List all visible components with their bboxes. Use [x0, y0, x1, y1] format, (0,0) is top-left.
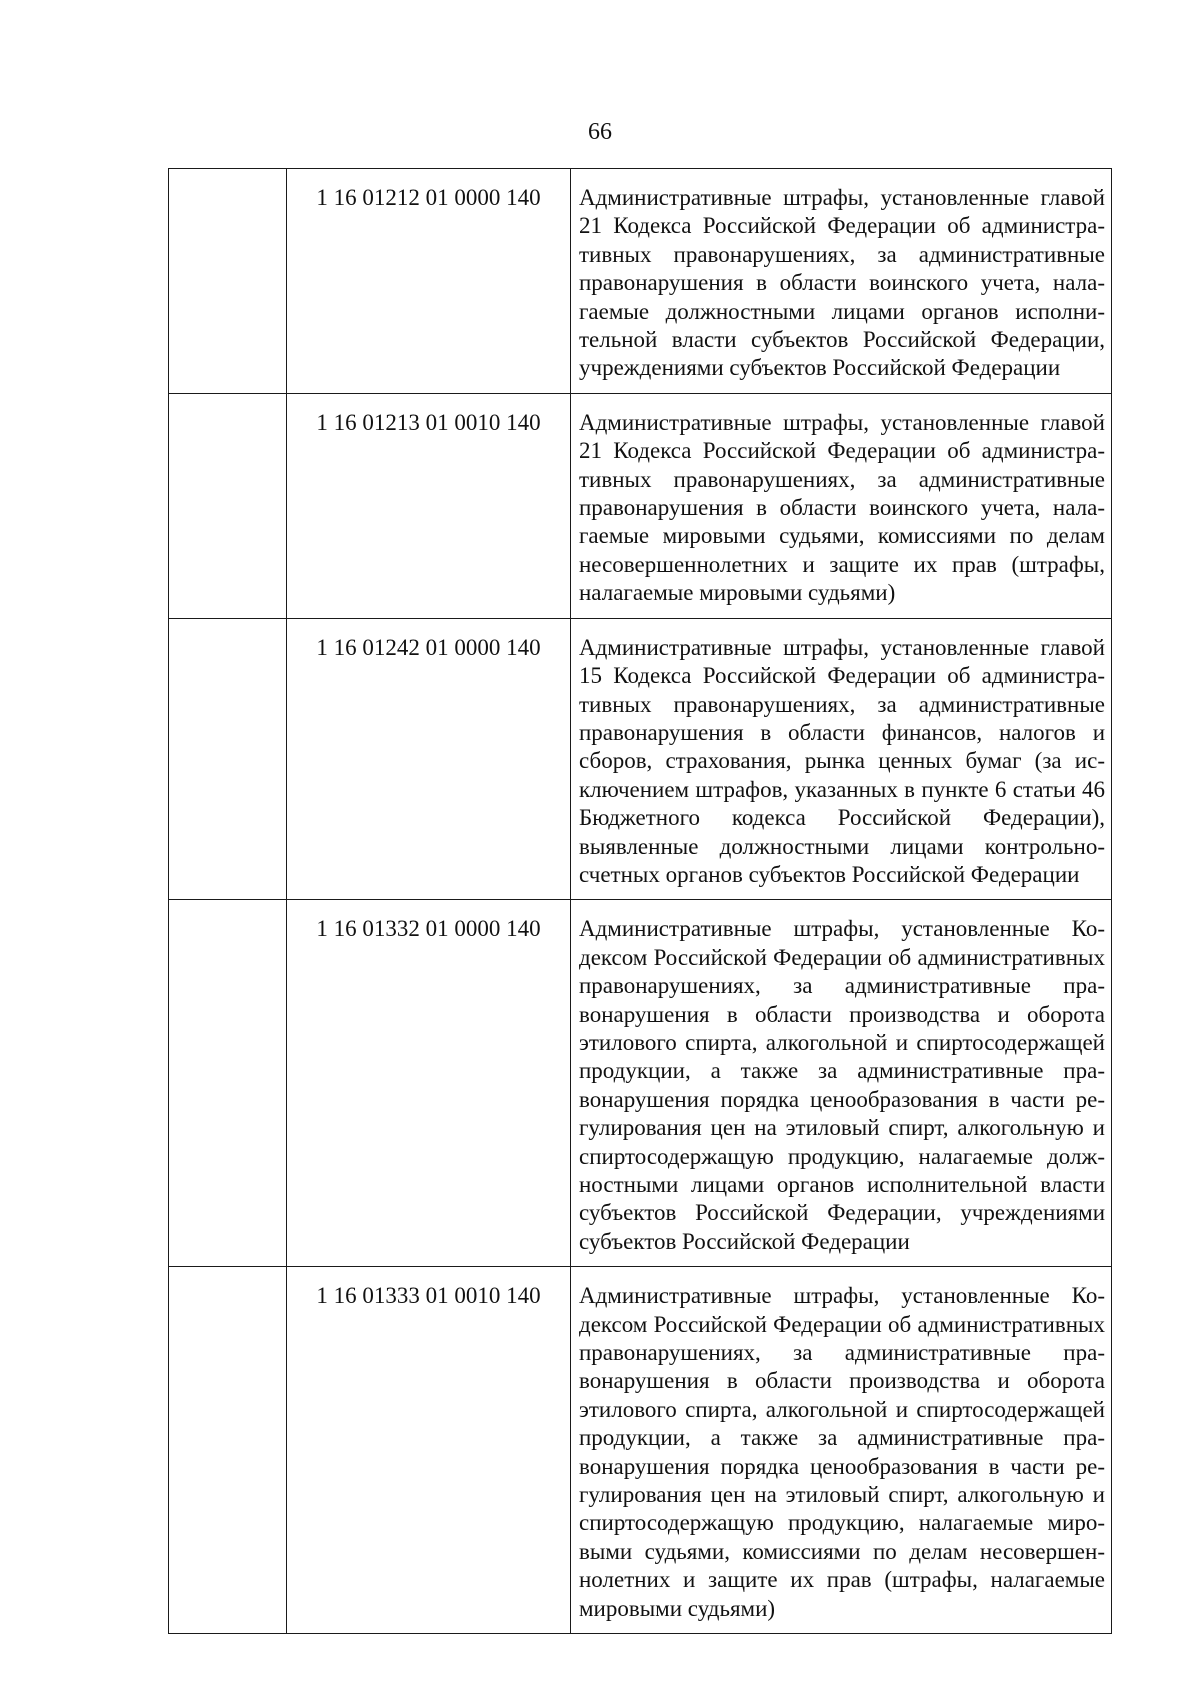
code-cell: 1 16 01333 01 0010 140	[287, 1267, 571, 1634]
code-cell: 1 16 01212 01 0000 140	[287, 169, 571, 394]
description-cell: Административные штрафы, установленные главой 21 Кодекса Российской Федерации об административных правонарушениях, за административные правонарушения в области воинского учета, налагаемые мировыми судьями, комиссиями по делам несовершеннолетних и защите их прав (штрафы, налагаемые мировыми судьями)	[571, 393, 1112, 618]
description-cell: Административные штрафы, установленные главой 21 Кодекса Российской Федерации об административных правонарушениях, за административные правонарушения в области воинского учета, налагаемые должностными лицами органов исполнительной власти субъектов Российской Федерации, учреждениями субъектов Российской Федерации	[571, 169, 1112, 394]
empty-cell	[169, 169, 287, 394]
budget-code-table	[168, 168, 1112, 1634]
code-cell: 1 16 01213 01 0010 140	[287, 393, 571, 618]
page-number: 66	[588, 119, 612, 145]
code-cell: 1 16 01242 01 0000 140	[287, 618, 571, 900]
empty-cell	[169, 900, 287, 1267]
empty-cell	[169, 393, 287, 618]
table-row	[169, 393, 1112, 618]
description-cell: Административные штрафы, установленные главой 15 Кодекса Российской Федерации об административных правонарушениях, за административные правонарушения в области финансов, налогов и сборов, страхования, рынка ценных бумаг (за исключением штрафов, указанных в пункте 6 статьи 46 Бюджетного кодекса Российской Федерации), выявленные должностными лицами контрольно-счетных органов субъектов Российской Федерации	[571, 618, 1112, 900]
table-row	[169, 900, 1112, 1267]
table-row	[169, 618, 1112, 900]
code-cell: 1 16 01332 01 0000 140	[287, 900, 571, 1267]
empty-cell	[169, 1267, 287, 1634]
table-row	[169, 169, 1112, 394]
empty-cell	[169, 618, 287, 900]
table-row	[169, 1267, 1112, 1634]
description-cell: Административные штрафы, установленные Кодексом Российской Федерации об административных правонарушениях, за административные правонарушения в области производства и оборота этилового спирта, алкогольной и спиртосодержащей продукции, а также за административные правонарушения порядка ценообразования в части регулирования цен на этиловый спирт, алкогольную и спиртосодержащую продукцию, налагаемые мировыми судьями, комиссиями по делам несовершеннолетних и защите их прав (штрафы, налагаемые мировыми судьями)	[571, 1267, 1112, 1634]
description-cell: Административные штрафы, установленные Кодексом Российской Федерации об административных правонарушениях, за административные правонарушения в области производства и оборота этилового спирта, алкогольной и спиртосодержащей продукции, а также за административные правонарушения порядка ценообразования в части регулирования цен на этиловый спирт, алкогольную и спиртосодержащую продукцию, налагаемые должностными лицами органов исполнительной власти субъектов Российской Федерации, учреждениями субъектов Российской Федерации	[571, 900, 1112, 1267]
